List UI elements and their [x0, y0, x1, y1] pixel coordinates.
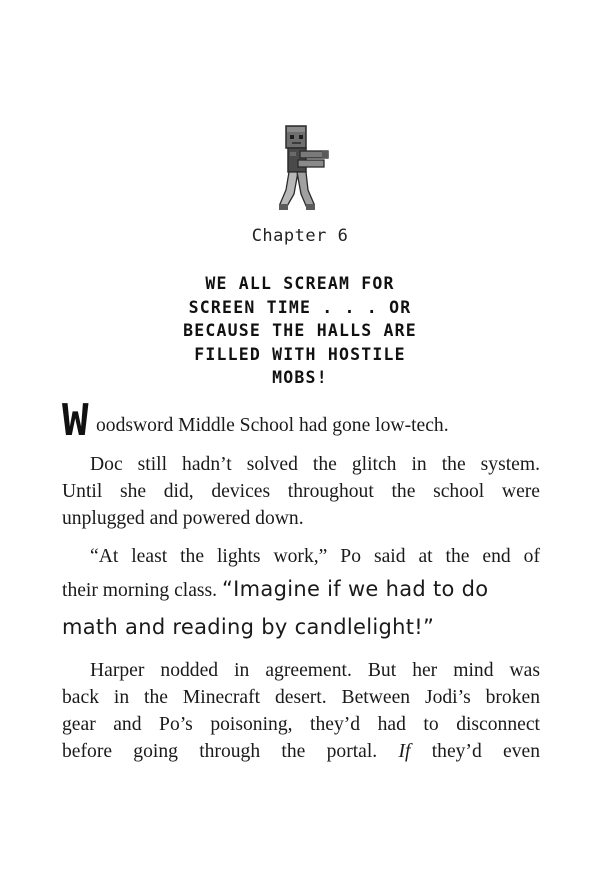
text-line: back in the Minecraft desert. Between Jodi’s broken — [62, 687, 540, 708]
handwritten-quote: math and reading by candlelight!” — [62, 615, 435, 639]
text-line: unplugged and powered down. — [62, 508, 304, 529]
chapter-body — [62, 395, 541, 765]
chapter-title-line: FILLED WITH HOSTILE — [194, 344, 406, 364]
italic-word: If — [398, 741, 411, 762]
paragraph-4 — [62, 657, 540, 765]
text-span: their morning class. — [62, 580, 222, 601]
paragraph-3 — [62, 543, 540, 646]
text-line: Harper nodded in agreement. But her mind was — [90, 660, 540, 681]
paragraph-1 — [62, 395, 540, 446]
text-span: they’d even — [410, 741, 541, 762]
handwritten-quote: “Imagine if we had to do — [221, 577, 489, 601]
zombie-illustration — [270, 124, 334, 216]
chapter-title-line: WE ALL SCREAM FOR — [205, 274, 395, 293]
chapter-title-line: MOBS! — [272, 368, 328, 388]
chapter-label: Chapter 6 — [251, 226, 349, 246]
text-line — [62, 608, 540, 646]
text-line: gear and Po’s poisoning, they’d had to disconnect — [62, 714, 540, 735]
text-line: Doc still hadn’t solved the glitch in the system. — [90, 454, 540, 475]
paragraph-2 — [62, 451, 540, 532]
text-line — [62, 738, 540, 765]
paragraph-1-text: oodsword Middle School had gone low-tech. — [96, 415, 449, 436]
chapter-title — [120, 272, 480, 390]
chapter-title-line: SCREEN TIME . . . OR — [188, 297, 412, 317]
drop-cap: W — [62, 395, 89, 446]
text-span: before going through the portal. — [62, 741, 399, 762]
text-line: “At least the lights work,” Po said at the end of — [90, 546, 540, 567]
text-line — [62, 570, 540, 608]
text-line: Until she did, devices throughout the school were — [62, 481, 540, 502]
chapter-title-line: BECAUSE THE HALLS ARE — [183, 321, 417, 341]
